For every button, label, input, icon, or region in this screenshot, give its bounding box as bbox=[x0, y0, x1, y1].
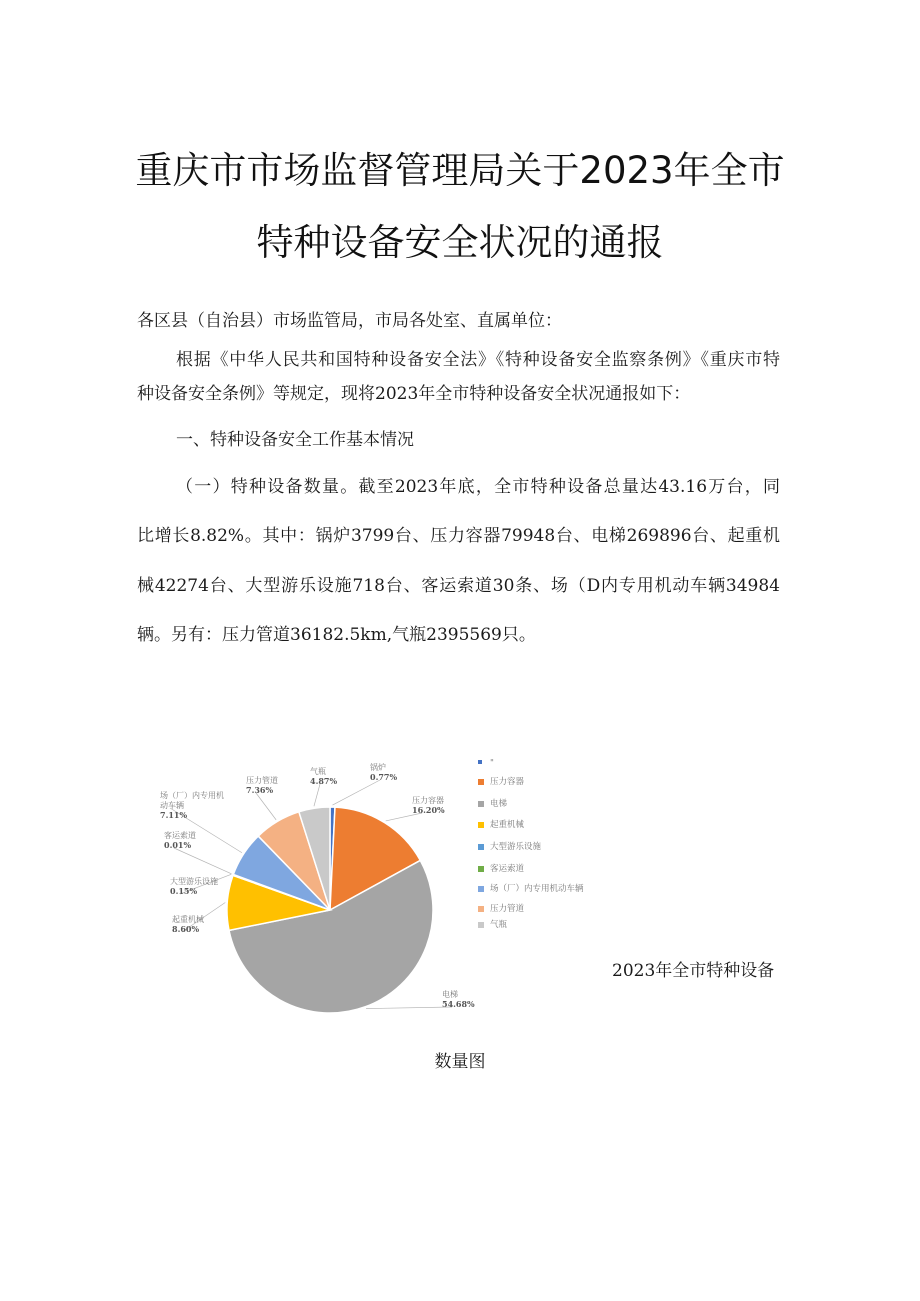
legend-item-1 bbox=[478, 777, 583, 789]
intro-paragraph-line-2: 种设备安全条例》等规定，现将2023年全市特种设备安全状况通报如下： bbox=[137, 384, 691, 404]
paragraph-1-line-1: （一）特种设备数量。截至2023年底，全市特种设备总量达43.16万台，同 bbox=[176, 477, 780, 497]
intro-paragraph-line-1: 根据《中华人民共和国特种设备安全法》《特种设备安全监察条例》《重庆市特 bbox=[176, 350, 780, 370]
pie-label-4-0: 大型游乐设施 bbox=[170, 877, 218, 886]
document-title-line-1: 重庆市市场监督管理局关于2023年全市 bbox=[135, 149, 785, 192]
pie-label-5-0: 客运索道 bbox=[164, 831, 196, 840]
legend-swatch-7 bbox=[478, 906, 484, 912]
legend-swatch-1 bbox=[478, 779, 484, 785]
legend-text-7: 压力管道 bbox=[490, 904, 525, 914]
pie-pct-label-8: 4.87% bbox=[310, 776, 338, 786]
legend-swatch-4 bbox=[478, 844, 484, 850]
legend-text-2: 电梯 bbox=[490, 799, 508, 809]
paragraph-1-line-2: 比增长8.82%。其中：锅炉3799台、压力容器79948台、电梯269896台、起重机 bbox=[137, 526, 780, 546]
pie-pct-label-1: 16.20% bbox=[412, 805, 445, 815]
legend-text-1: 压力容器 bbox=[490, 777, 525, 787]
legend-text-3: 起重机械 bbox=[490, 820, 525, 830]
paragraph-1-line-3: 械42274台、大型游乐设施718台、客运索道30条、场（D内专用机动车辆34984 bbox=[137, 576, 780, 596]
legend-item-6 bbox=[478, 884, 583, 896]
legend-swatch-2 bbox=[478, 801, 484, 807]
pie-pct-label-7: 7.36% bbox=[246, 785, 274, 795]
salutation: 各区县（自治县）市场监管局，市局各处室、直属单位： bbox=[137, 311, 562, 331]
pie-leader-line-8 bbox=[314, 784, 320, 806]
legend-text-8: 气瓶 bbox=[490, 920, 508, 930]
pie-leader-line-0 bbox=[333, 780, 380, 805]
pie-leader-line-5 bbox=[174, 848, 231, 874]
section-heading-1: 一、特种设备安全工作基本情况 bbox=[176, 430, 414, 450]
pie-leader-line-7 bbox=[256, 793, 276, 820]
document-title-line-2: 特种设备安全状况的通报 bbox=[256, 221, 664, 264]
pie-label-1-0: 压力容器 bbox=[412, 796, 444, 805]
legend-swatch-5 bbox=[478, 866, 484, 872]
pie-pct-label-2: 54.68% bbox=[442, 999, 475, 1009]
legend-item-7 bbox=[478, 904, 583, 916]
legend-text-4: 大型游乐设施 bbox=[490, 842, 542, 852]
legend-text-5: 客运索道 bbox=[490, 864, 525, 874]
legend-swatch-3 bbox=[478, 822, 484, 828]
pie-leader-line-2 bbox=[366, 1007, 452, 1009]
pie-pct-label-4: 0.15% bbox=[170, 886, 198, 896]
pie-label-6-0: 场（厂）内专用机 bbox=[160, 791, 224, 800]
figure-caption-part-1: 2023年全市特种设备 bbox=[612, 961, 775, 981]
legend-item-4 bbox=[478, 842, 583, 854]
legend-header-text: " bbox=[490, 758, 494, 768]
pie-pct-label-0: 0.77% bbox=[370, 772, 398, 782]
legend-swatch-8 bbox=[478, 922, 484, 928]
pie-pct-label-3: 8.60% bbox=[172, 924, 200, 934]
pie-label-3-0: 起重机械 bbox=[172, 915, 204, 924]
figure-caption-part-2: 数量图 bbox=[434, 1052, 486, 1072]
legend-item-2 bbox=[478, 799, 583, 811]
pie-pct-label-5: 0.01% bbox=[164, 840, 192, 850]
pie-label-6-1: 动车辆 bbox=[160, 801, 184, 810]
legend-header bbox=[478, 758, 583, 770]
pie-label-0-0: 锅炉 bbox=[370, 763, 386, 772]
legend-text-6: 场（厂）内专用机动车辆 bbox=[490, 884, 584, 894]
legend-item-5 bbox=[478, 864, 583, 876]
legend-swatch-6 bbox=[478, 886, 484, 892]
pie-label-2-0: 电梯 bbox=[442, 990, 458, 999]
pie-label-8-0: 气瓶 bbox=[310, 767, 326, 776]
pie-pct-label-6: 7.11% bbox=[160, 810, 188, 820]
legend-item-3 bbox=[478, 820, 583, 832]
paragraph-1-line-4: 辆。另有：压力管道36182.5km,气瓶2395569只。 bbox=[137, 625, 536, 645]
pie-label-7-0: 压力管道 bbox=[246, 776, 278, 785]
legend-item-8 bbox=[478, 920, 583, 932]
legend-swatch-header bbox=[478, 760, 482, 764]
